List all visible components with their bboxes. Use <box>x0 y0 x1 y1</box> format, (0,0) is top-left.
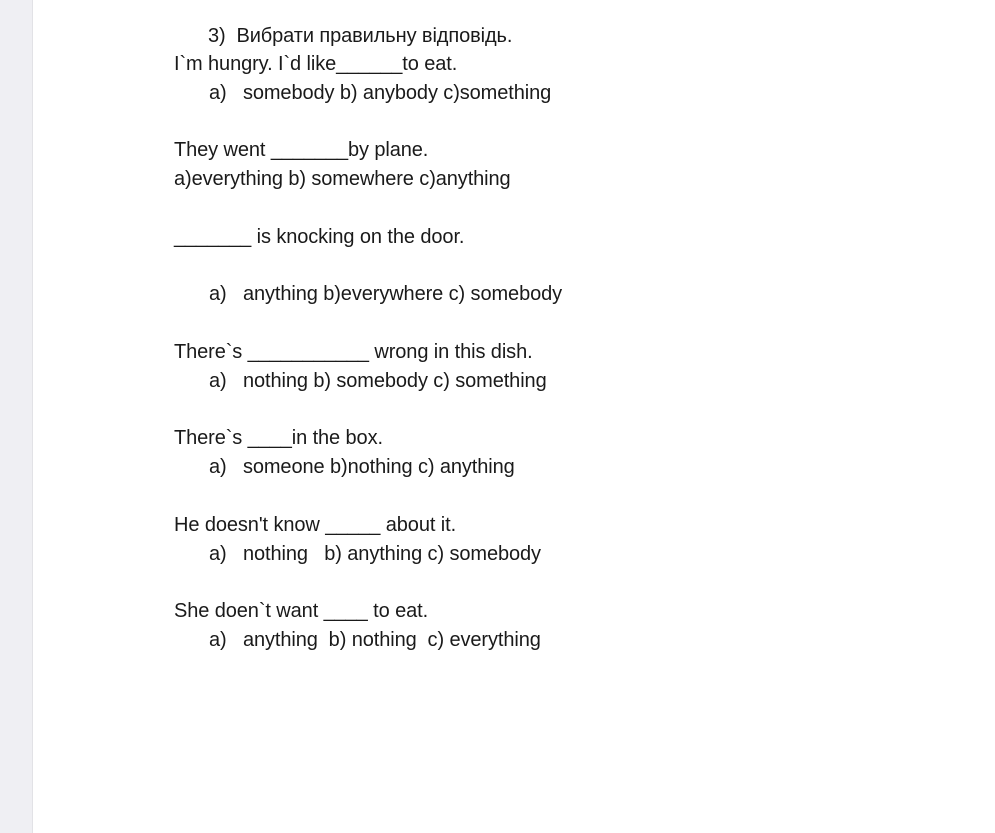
question-6-prompt: He doesn't know _____ about it. <box>174 514 457 536</box>
left-margin <box>0 0 33 833</box>
question-4-prompt: There`s ___________ wrong in this dish. <box>174 341 533 363</box>
document-page <box>33 0 995 833</box>
question-2-prompt: They went _______by plane. <box>174 139 429 161</box>
question-2-options: a)everything b) somewhere c)anything <box>174 168 511 190</box>
question-7-options: a) anything b) nothing c) everything <box>209 629 541 651</box>
question-3-options: a) anything b)everywhere c) somebody <box>209 283 563 305</box>
question-1-prompt: I`m hungry. I`d like______to eat. <box>174 53 458 75</box>
question-4-options: a) nothing b) somebody c) something <box>209 370 547 392</box>
question-5-prompt: There`s ____in the box. <box>174 427 383 449</box>
question-1-options: a) somebody b) anybody c)something <box>209 82 552 104</box>
question-5-options: a) someone b)nothing c) anything <box>209 456 515 478</box>
question-7-prompt: She doen`t want ____ to eat. <box>174 600 429 622</box>
question-6-options: a) nothing b) anything c) somebody <box>209 543 541 565</box>
question-3-prompt: _______ is knocking on the door. <box>174 226 465 248</box>
task-heading: 3) Вибрати правильну відповідь. <box>208 25 513 47</box>
